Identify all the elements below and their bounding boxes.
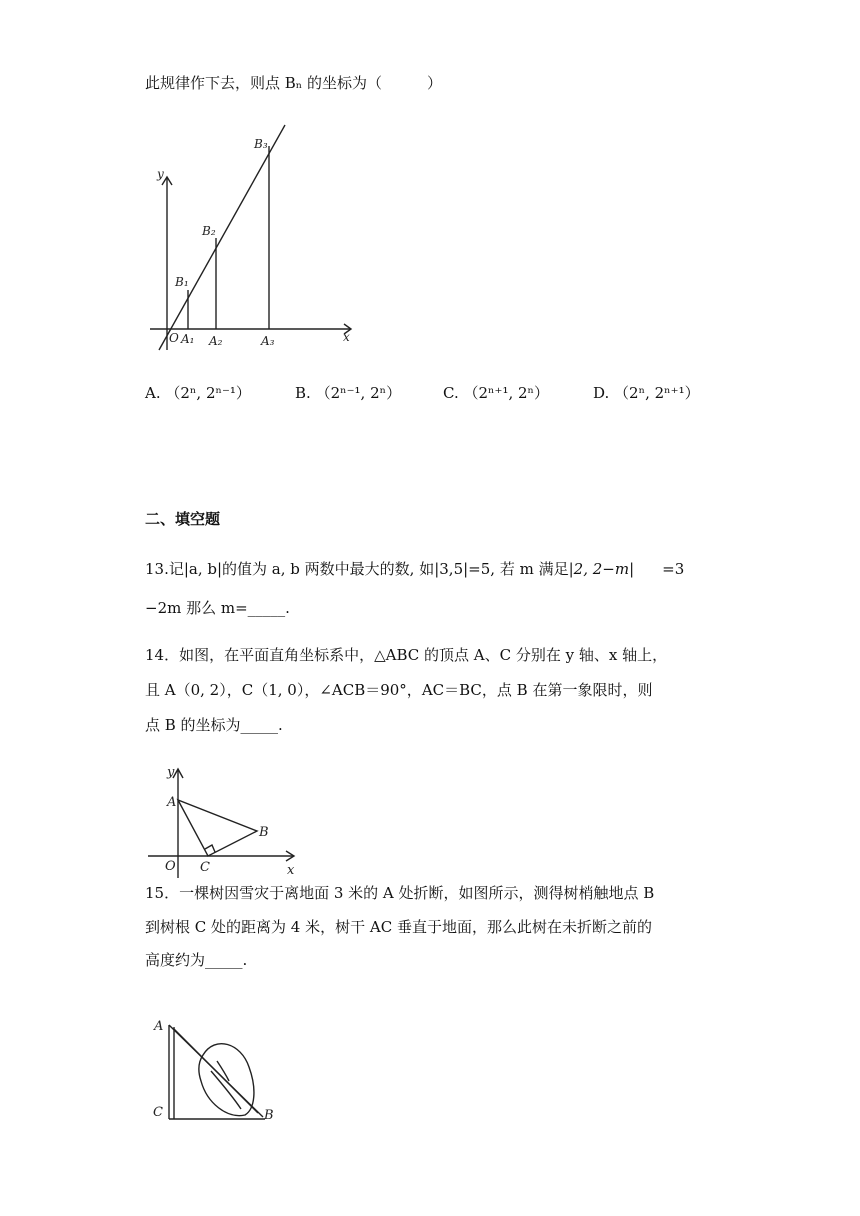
q13-text-a: 13.记|a, b|的值为 a, b 两数中最大的数, 如: [145, 560, 435, 578]
right-angle-mark: [205, 845, 215, 852]
q14-line3: 点 B 的坐标为_____.: [145, 716, 283, 734]
label-o: O: [165, 859, 176, 874]
q13-line1: [145, 559, 684, 579]
q14-line2: 且 A（0, 2），C（1, 0），∠ACB＝90°，AC＝BC，点 B 在第一象限时，则: [145, 681, 653, 699]
label-a: A: [167, 795, 177, 810]
section-title: 二、填空题: [145, 510, 221, 528]
q14-figure: [145, 760, 305, 882]
label-o: O: [169, 331, 179, 345]
q12-figure: [145, 120, 365, 355]
label-b3: B₃: [254, 137, 268, 151]
label-c: C: [153, 1105, 163, 1120]
q13-abs-condition: |2, 2−m|: [568, 560, 635, 578]
q12-option-c: [443, 383, 549, 403]
q15-figure: [145, 1015, 285, 1125]
q12-stem-tail: 此规律作下去，则点 Bₙ 的坐标为（ ）: [145, 74, 443, 92]
label-x: x: [343, 330, 350, 344]
q13-abs-example: |3,5|: [434, 560, 469, 578]
label-b: B: [264, 1108, 274, 1123]
option-text: （2ⁿ⁻¹, 2ⁿ）: [315, 384, 402, 402]
option-letter: B.: [295, 384, 311, 402]
label-y: y: [167, 765, 175, 780]
label-a1: A₁: [181, 332, 195, 346]
q13-line2: −2m 那么 m=_____.: [145, 599, 290, 617]
label-a2: A₂: [209, 334, 223, 348]
option-text: （2ⁿ⁺¹, 2ⁿ）: [463, 384, 550, 402]
q13-text-c: =3: [662, 560, 685, 578]
triangle-abc: [178, 800, 257, 856]
q15-line3: 高度约为_____.: [145, 951, 248, 969]
option-text: （2ⁿ, 2ⁿ⁺¹）: [614, 384, 700, 402]
broken-top-inner: [174, 1029, 258, 1113]
label-b2: B₂: [202, 224, 216, 238]
q12-option-a: [145, 383, 251, 403]
q15-line1: 15．一棵树因雪灾于离地面 3 米的 A 处折断，如图所示，测得树梢触地点 B: [145, 884, 655, 902]
q13-text-b: =5, 若 m 满足: [468, 560, 569, 578]
q12-option-d: [593, 383, 700, 403]
label-x: x: [287, 863, 295, 878]
tree-crown-outline: [199, 1044, 254, 1116]
q14-line1: 14．如图，在平面直角坐标系中，△ABC 的顶点 A、C 分别在 y 轴、x 轴上，: [145, 646, 668, 664]
label-c: C: [200, 860, 210, 875]
q15-line2: 到树根 C 处的距离为 4 米，树干 AC 垂直于地面，那么此树在未折断之前的: [145, 918, 652, 936]
option-text: （2ⁿ, 2ⁿ⁻¹）: [165, 384, 251, 402]
option-letter: D.: [593, 384, 610, 402]
label-b1: B₁: [175, 275, 189, 289]
label-a: A: [154, 1019, 164, 1034]
q12-option-b: [295, 383, 401, 403]
label-a3: A₃: [261, 334, 275, 348]
label-b: B: [259, 825, 269, 840]
line-ob: [159, 125, 285, 350]
label-y: y: [157, 167, 164, 181]
option-letter: C.: [443, 384, 459, 402]
option-letter: A.: [145, 384, 161, 402]
